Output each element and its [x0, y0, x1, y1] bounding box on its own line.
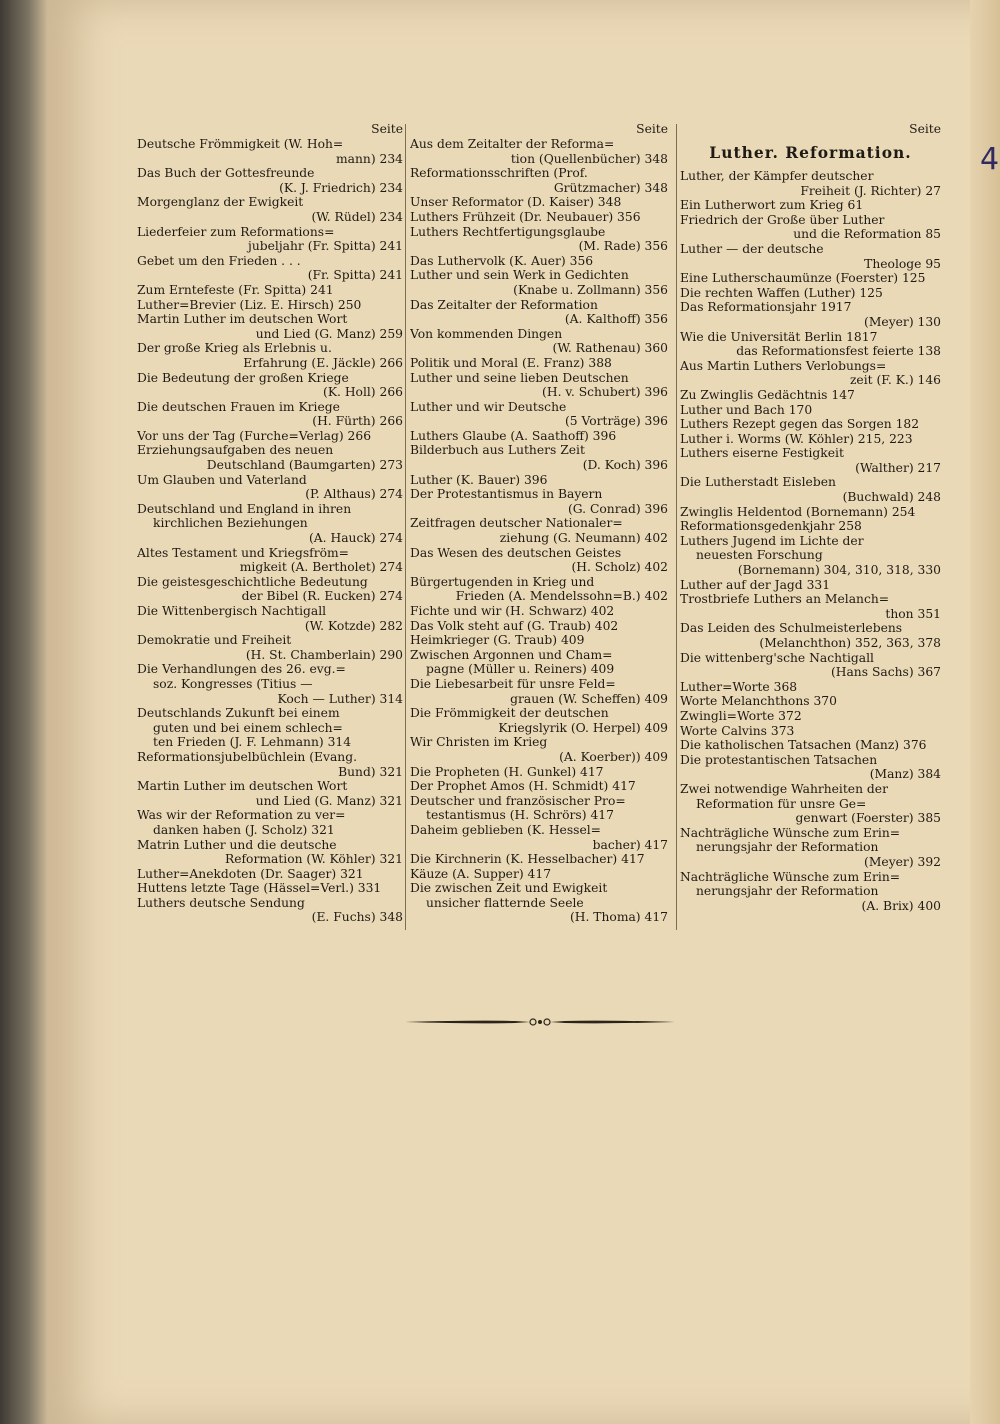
index-entry-line: (Melanchthon) 352, 363, 378: [759, 636, 941, 650]
entry-list: [680, 169, 941, 913]
index-entry-line: (A. Koerber)) 409: [559, 749, 668, 764]
index-entry-line: (Bornemann) 304, 310, 318, 330: [737, 563, 941, 578]
index-entry-line: (D. Koch) 396: [582, 458, 668, 473]
index-entry-line: Worte Calvins 373: [680, 723, 795, 738]
index-entry-line: Die Lutherstadt Eisleben: [680, 475, 836, 490]
index-entry-line: Erziehungsaufgaben des neuen: [137, 443, 334, 458]
index-entry-line: tion (Quellenbücher) 348: [510, 151, 668, 166]
index-entry-line: kirchlichen Beziehungen: [153, 516, 308, 531]
index-entry-line: Zwingli=Worte 372: [680, 708, 802, 723]
index-entry-line: das Reformationsfest feierte 138: [736, 344, 941, 359]
index-entry-line: Das Buch der Gottesfreunde: [137, 166, 315, 181]
index-entry-line: Zwei notwendige Wahrheiten der: [680, 781, 888, 796]
index-entry-line: (W. Kotzde) 282: [304, 618, 403, 633]
index-entry-line: Die deutschen Frauen im Kriege: [137, 399, 340, 414]
index-entry-line: Vor uns der Tag (Furche=Verlag) 266: [137, 428, 372, 443]
index-entry-line: Die Frömmigkeit der deutschen: [410, 706, 609, 721]
index-entry-line: ziehung (G. Neumann) 402: [499, 531, 668, 546]
index-entry-line: Morgenglanz der Ewigkeit: [137, 195, 304, 210]
index-entry-line: Der große Krieg als Erlebnis u.: [137, 341, 332, 356]
seite-label: Seite: [636, 122, 668, 136]
entry-list: [137, 137, 403, 925]
index-entry-line: Die Bedeutung der großen Kriege: [137, 370, 349, 385]
index-entry-line: Die zwischen Zeit und Ewigkeit: [410, 881, 608, 896]
index-entry-line: Theologe 95: [864, 256, 941, 271]
index-entry-line: Wie die Universität Berlin 1817: [680, 329, 878, 344]
index-entry-line: Ein Lutherwort zum Krieg 61: [680, 198, 864, 213]
index-entry-line: mann) 234: [335, 151, 403, 166]
index-entry-line: Bürgertugenden in Krieg und: [410, 574, 595, 589]
index-entry-line: (Buchwald) 248: [842, 490, 941, 505]
column-rule-2: [676, 124, 677, 930]
page-right-edge: [970, 0, 1000, 1424]
index-entry-line: Fichte und wir (H. Schwarz) 402: [410, 604, 615, 618]
index-entry-line: Deutschlands Zukunft bei einem: [137, 706, 340, 721]
index-entry-line: Luther (K. Bauer) 396: [410, 472, 548, 487]
index-entry-line: Deutschland und England in ihren: [137, 501, 352, 516]
index-entry-line: (Walther) 217: [855, 460, 941, 475]
index-entry-line: neuesten Forschung: [696, 548, 823, 563]
index-entry-line: Die wittenberg'sche Nachtigall: [680, 650, 874, 665]
index-entry-line: Luther, der Kämpfer deutscher: [680, 169, 874, 183]
index-entry-line: Von kommenden Dingen: [410, 326, 563, 341]
index-entry-line: (H. Scholz) 402: [571, 560, 668, 575]
index-entry-line: Käuze (A. Supper) 417: [410, 866, 552, 881]
index-entry-line: Luther=Worte 368: [680, 679, 798, 694]
index-entry-line: jubeljahr (Fr. Spitta) 241: [248, 239, 403, 254]
index-entry-line: grauen (W. Scheffen) 409: [510, 691, 668, 706]
index-entry-line: danken haben (J. Scholz) 321: [153, 822, 335, 837]
index-entry-line: Die protestantischen Tatsachen: [680, 752, 878, 767]
index-entry-line: Grützmacher) 348: [553, 180, 668, 195]
index-entry-line: Die Propheten (H. Gunkel) 417: [410, 764, 604, 779]
index-entry-line: Friedrich der Große über Luther: [680, 212, 885, 227]
index-entry-line: Demokratie und Freiheit: [137, 633, 292, 648]
index-entry-line: Der Prophet Amos (H. Schmidt) 417: [410, 779, 636, 794]
index-entry-line: (H. Thoma) 417: [569, 910, 668, 925]
index-entry-line: Politik und Moral (E. Franz) 388: [410, 355, 612, 370]
index-entry-line: Das Reformationsjahr 1917: [680, 300, 852, 315]
index-entry-line: Zum Erntefeste (Fr. Spitta) 241: [137, 282, 334, 297]
index-entry-line: Luthers Jugend im Lichte der: [680, 533, 864, 548]
index-entry-line: und Lied (G. Manz) 259: [255, 326, 403, 341]
index-entry-line: Reformationsgedenkjahr 258: [680, 519, 862, 534]
index-entry-line: Gebet um den Frieden . . .: [137, 253, 301, 268]
index-entry-line: Aus Martin Luthers Verlobungs=: [680, 358, 887, 373]
index-entry-line: Das Luthervolk (K. Auer) 356: [410, 253, 594, 268]
index-entry-line: (A. Hauck) 274: [309, 531, 403, 546]
index-entry-line: (A. Kalthoff) 356: [564, 312, 668, 327]
index-entry-line: (W. Rüdel) 234: [311, 209, 403, 224]
index-entry-line: nerungsjahr der Reformation: [696, 884, 879, 899]
index-entry-line: Luthers Rechtfertigungsglaube: [410, 224, 606, 239]
index-entry-line: (P. Althaus) 274: [305, 487, 403, 502]
index-entry-line: (Fr. Spitta) 241: [307, 268, 403, 283]
index-entry-line: bacher) 417: [592, 837, 668, 852]
index-entry-line: Nachträgliche Wünsche zum Erin=: [680, 869, 901, 884]
index-entry-line: Reformationsschriften (Prof.: [410, 166, 588, 181]
ornament-divider: [405, 1015, 675, 1029]
index-entry-line: Die Wittenbergisch Nachtigall: [137, 604, 327, 618]
index-entry-line: Luthers deutsche Sendung: [137, 895, 305, 910]
index-entry-line: Luther=Anekdoten (Dr. Saager) 321: [137, 866, 364, 881]
index-entry-line: Die katholischen Tatsachen (Manz) 376: [680, 738, 927, 753]
index-entry-line: Koch — Luther) 314: [277, 691, 403, 706]
index-entry-line: (Hans Sachs) 367: [830, 665, 941, 680]
index-entry-line: Luthers Glaube (A. Saathoff) 396: [410, 428, 617, 443]
index-entry-line: unsicher flatternde Seele: [426, 895, 584, 910]
index-entry-line: Die Kirchnerin (K. Hesselbacher) 417: [410, 852, 645, 867]
index-entry-line: Nachträgliche Wünsche zum Erin=: [680, 825, 901, 840]
index-entry-line: (H. Fürth) 266: [312, 414, 403, 429]
index-entry-line: Luthers Rezept gegen das Sorgen 182: [680, 417, 920, 432]
index-entry-line: Freiheit (J. Richter) 27: [800, 183, 941, 198]
index-entry-line: (K. J. Friedrich) 234: [279, 180, 403, 195]
index-entry-line: Luther und Bach 170: [680, 402, 813, 417]
index-entry-line: (K. Holl) 266: [323, 385, 403, 400]
index-entry-line: Luthers eiserne Festigkeit: [680, 446, 844, 461]
entry-list: [410, 137, 668, 925]
index-entry-line: Reformation (W. Köhler) 321: [224, 852, 403, 867]
index-entry-line: testantismus (H. Schrörs) 417: [426, 808, 614, 823]
index-entry-line: (5 Vorträge) 396: [564, 414, 668, 429]
index-entry-line: Heimkrieger (G. Traub) 409: [410, 633, 585, 648]
index-column-2: [410, 122, 668, 925]
index-entry-line: genwart (Foerster) 385: [795, 811, 941, 826]
index-column-3: [680, 122, 941, 913]
index-entry-line: Daheim geblieben (K. Hessel=: [410, 822, 601, 837]
index-entry-line: (Meyer) 392: [864, 854, 941, 869]
index-entry-line: (Knabe u. Zollmann) 356: [513, 282, 668, 297]
book-spine-edge: [0, 0, 47, 1424]
index-entry-line: nerungsjahr der Reformation: [696, 840, 879, 855]
index-entry-line: Deutscher und französischer Pro=: [410, 793, 626, 808]
index-entry-line: Zu Zwinglis Gedächtnis 147: [680, 387, 855, 402]
index-entry-line: Altes Testament und Kriegsfröm=: [137, 545, 349, 560]
index-entry-line: Luther=Brevier (Liz. E. Hirsch) 250: [137, 297, 362, 312]
index-entry-line: Deutschland (Baumgarten) 273: [206, 458, 403, 473]
index-entry-line: und Lied (G. Manz) 321: [255, 793, 403, 808]
index-entry-line: Luthers Frühzeit (Dr. Neubauer) 356: [410, 209, 641, 224]
index-entry-line: Das Leiden des Schulmeisterlebens: [680, 621, 903, 636]
index-entry-line: Luther und wir Deutsche: [410, 399, 567, 414]
index-entry-line: der Bibel (R. Eucken) 274: [241, 589, 403, 604]
index-entry-line: Zeitfragen deutscher Nationaler=: [410, 516, 623, 531]
index-entry-line: Kriegslyrik (O. Herpel) 409: [498, 720, 668, 735]
index-entry-line: Zwischen Argonnen und Cham=: [410, 647, 613, 662]
index-entry-line: Martin Luther im deutschen Wort: [137, 312, 348, 327]
index-entry-line: Bilderbuch aus Luthers Zeit: [410, 443, 585, 458]
index-entry-line: Liederfeier zum Reformations=: [137, 224, 335, 239]
index-entry-line: (H. v. Schubert) 396: [542, 385, 668, 400]
index-entry-line: Wir Christen im Krieg: [410, 735, 548, 750]
margin-pencil-note: 4: [980, 142, 1000, 177]
index-entry-line: Zwinglis Heldentod (Bornemann) 254: [680, 504, 916, 519]
index-entry-line: Das Volk steht auf (G. Traub) 402: [410, 618, 619, 633]
index-entry-line: Trostbriefe Luthers an Melanch=: [680, 592, 890, 607]
index-entry-line: Das Wesen des deutschen Geistes: [410, 545, 622, 560]
index-entry-line: Bund) 321: [338, 764, 403, 779]
index-entry-line: (M. Rade) 356: [578, 239, 668, 254]
index-entry-line: (W. Rathenau) 360: [552, 341, 668, 356]
index-entry-line: (G. Conrad) 396: [568, 501, 668, 516]
seite-label: Seite: [371, 122, 403, 136]
index-entry-line: (Meyer) 130: [864, 314, 941, 329]
index-entry-line: Der Protestantismus in Bayern: [410, 487, 603, 502]
index-entry-line: Martin Luther im deutschen Wort: [137, 779, 348, 794]
index-entry-line: pagne (Müller u. Reiners) 409: [426, 662, 615, 677]
index-entry-line: Reformation für unsre Ge=: [696, 796, 867, 811]
index-entry-line: Luther auf der Jagd 331: [680, 577, 831, 592]
index-entry-line: Was wir der Reformation zu ver=: [137, 808, 346, 823]
index-entry-line: Reformationsjubelbüchlein (Evang.: [137, 749, 358, 764]
column-rule-1: [405, 124, 406, 930]
index-entry-line: Erfahrung (E. Jäckle) 266: [243, 355, 403, 370]
index-entry-line: und die Reformation 85: [793, 227, 941, 242]
index-entry-line: Luther und sein Werk in Gedichten: [410, 268, 629, 283]
index-entry-line: Die rechten Waffen (Luther) 125: [680, 285, 883, 300]
index-entry-line: Deutsche Frömmigkeit (W. Hoh=: [137, 137, 344, 151]
index-entry-line: migkeit (A. Bertholet) 274: [239, 560, 403, 575]
index-entry-line: Um Glauben und Vaterland: [137, 472, 307, 487]
index-entry-line: (Manz) 384: [869, 767, 941, 782]
index-column-1: [137, 122, 403, 925]
index-entry-line: Unser Reformator (D. Kaiser) 348: [410, 195, 622, 210]
index-entry-line: Eine Lutherschaumünze (Foerster) 125: [680, 271, 926, 286]
seite-label: Seite: [909, 122, 941, 136]
section-title: Luther. Reformation.: [709, 143, 912, 162]
index-entry-line: Luther und seine lieben Deutschen: [410, 370, 629, 385]
index-entry-line: soz. Kongresses (Titius —: [153, 676, 313, 691]
index-entry-line: Die Liebesarbeit für unsre Feld=: [410, 676, 616, 691]
index-entry-line: Die Verhandlungen des 26. evg.=: [137, 662, 346, 677]
index-entry-line: Huttens letzte Tage (Hässel=Verl.) 331: [137, 881, 382, 896]
index-entry-line: thon 351: [885, 606, 941, 621]
index-entry-line: Luther i. Worms (W. Köhler) 215, 223: [680, 431, 913, 446]
index-entry-line: Frieden (A. Mendelssohn=B.) 402: [455, 589, 668, 604]
index-entry-line: Luther — der deutsche: [680, 241, 824, 256]
index-entry-line: (A. Brix) 400: [861, 898, 941, 913]
index-entry-line: ten Frieden (J. F. Lehmann) 314: [153, 735, 352, 750]
index-entry-line: (E. Fuchs) 348: [311, 910, 403, 925]
index-entry-line: guten und bei einem schlech=: [153, 720, 343, 735]
index-entry-line: Aus dem Zeitalter der Reforma=: [410, 137, 615, 151]
index-entry-line: Die geistesgeschichtliche Bedeutung: [137, 574, 368, 589]
index-entry-line: Matrin Luther und die deutsche: [137, 837, 337, 852]
index-entry-line: (H. St. Chamberlain) 290: [245, 647, 403, 662]
index-entry-line: Das Zeitalter der Reformation: [410, 297, 598, 312]
index-entry-line: zeit (F. K.) 146: [849, 373, 941, 388]
index-entry-line: Worte Melanchthons 370: [680, 694, 837, 709]
